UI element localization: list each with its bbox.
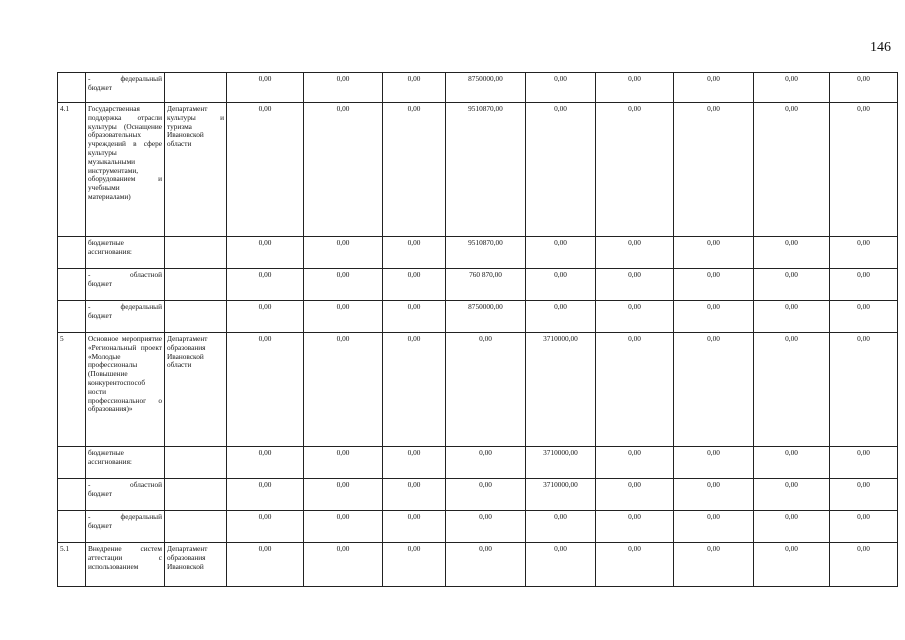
row-index: 5: [58, 333, 86, 447]
amount-cell: 0,00: [227, 103, 304, 237]
row-name-dash: -: [88, 302, 91, 311]
amount-cell: 0,00: [446, 511, 526, 543]
row-name-budget-word: бюджет: [88, 488, 112, 498]
amount-cell: 0,00: [754, 73, 830, 103]
row-executor: [165, 237, 227, 269]
amount-cell: 0,00: [304, 333, 383, 447]
amount-cell: 0,00: [754, 511, 830, 543]
amount-cell: 0,00: [383, 301, 446, 333]
amount-cell: 0,00: [674, 269, 754, 301]
amount-cell: 0,00: [674, 511, 754, 543]
amount-cell: 3710000,00: [526, 333, 596, 447]
table-row: [58, 103, 898, 237]
amount-cell: 0,00: [830, 73, 898, 103]
amount-cell: 0,00: [304, 511, 383, 543]
amount-cell: 0,00: [596, 479, 674, 511]
amount-cell: 0,00: [526, 511, 596, 543]
amount-cell: 0,00: [227, 543, 304, 587]
amount-cell: 0,00: [227, 73, 304, 103]
amount-cell: 0,00: [304, 301, 383, 333]
row-name-dash: -: [88, 512, 91, 521]
amount-cell: 0,00: [754, 447, 830, 479]
table-row: [58, 269, 898, 301]
row-executor: Департамент культуры и туризма Ивановской области: [165, 103, 227, 237]
budget-table: [57, 72, 898, 587]
row-name: бюджетные ассигнования:: [86, 237, 165, 269]
amount-cell: 760 870,00: [446, 269, 526, 301]
amount-cell: 0,00: [596, 301, 674, 333]
amount-cell: 0,00: [596, 447, 674, 479]
amount-cell: 0,00: [446, 333, 526, 447]
row-executor: Департамент образования Ивановской области: [165, 333, 227, 447]
amount-cell: 0,00: [526, 73, 596, 103]
row-index: [58, 479, 86, 511]
row-index: [58, 73, 86, 103]
row-executor: [165, 73, 227, 103]
amount-cell: 0,00: [754, 103, 830, 237]
row-name-dash: -: [88, 270, 91, 279]
amount-cell: 0,00: [227, 333, 304, 447]
amount-cell: 0,00: [674, 479, 754, 511]
amount-cell: 0,00: [304, 103, 383, 237]
row-index: [58, 511, 86, 543]
amount-cell: 0,00: [830, 511, 898, 543]
amount-cell: 0,00: [596, 269, 674, 301]
row-name: Внедрение систем аттестации с использованием: [86, 543, 165, 587]
amount-cell: 0,00: [383, 511, 446, 543]
row-name-dash: -: [88, 480, 91, 489]
row-name: [86, 73, 165, 103]
amount-cell: 0,00: [304, 543, 383, 587]
table-row: [58, 543, 898, 587]
table-body: [58, 73, 898, 587]
amount-cell: 0,00: [754, 543, 830, 587]
page-number: 146: [870, 40, 891, 55]
amount-cell: 0,00: [304, 73, 383, 103]
amount-cell: 0,00: [830, 543, 898, 587]
amount-cell: 0,00: [674, 447, 754, 479]
amount-cell: 0,00: [526, 301, 596, 333]
row-executor: Департамент образования Ивановской: [165, 543, 227, 587]
amount-cell: 0,00: [526, 543, 596, 587]
row-index: 5.1: [58, 543, 86, 587]
amount-cell: 0,00: [674, 333, 754, 447]
amount-cell: 0,00: [596, 103, 674, 237]
amount-cell: 0,00: [830, 237, 898, 269]
amount-cell: 0,00: [227, 447, 304, 479]
amount-cell: 0,00: [383, 333, 446, 447]
amount-cell: 0,00: [383, 269, 446, 301]
amount-cell: 0,00: [830, 333, 898, 447]
row-name-budget-word: бюджет: [88, 520, 112, 530]
row-index: [58, 447, 86, 479]
amount-cell: 0,00: [304, 479, 383, 511]
table-row: [58, 301, 898, 333]
amount-cell: 0,00: [754, 479, 830, 511]
table-row: [58, 333, 898, 447]
amount-cell: 0,00: [227, 269, 304, 301]
table-row: [58, 237, 898, 269]
amount-cell: 0,00: [446, 447, 526, 479]
row-name-budget-word: бюджет: [88, 82, 112, 92]
row-name-budget-word: бюджет: [88, 278, 112, 288]
amount-cell: 9510870,00: [446, 237, 526, 269]
row-name: бюджетные ассигнования:: [86, 447, 165, 479]
table-row: [58, 479, 898, 511]
amount-cell: 0,00: [304, 269, 383, 301]
amount-cell: 8750000,00: [446, 301, 526, 333]
amount-cell: 0,00: [674, 301, 754, 333]
amount-cell: 0,00: [526, 237, 596, 269]
amount-cell: 0,00: [227, 301, 304, 333]
amount-cell: 3710000,00: [526, 447, 596, 479]
amount-cell: 0,00: [596, 543, 674, 587]
amount-cell: 0,00: [596, 333, 674, 447]
amount-cell: 0,00: [830, 479, 898, 511]
amount-cell: 0,00: [830, 301, 898, 333]
row-executor: [165, 511, 227, 543]
row-name-budget-type: федеральный: [120, 302, 162, 311]
amount-cell: 0,00: [227, 237, 304, 269]
amount-cell: 0,00: [446, 543, 526, 587]
amount-cell: 0,00: [674, 543, 754, 587]
row-executor: [165, 269, 227, 301]
amount-cell: 0,00: [596, 511, 674, 543]
amount-cell: 0,00: [383, 237, 446, 269]
amount-cell: 0,00: [526, 269, 596, 301]
amount-cell: 0,00: [227, 479, 304, 511]
row-executor: [165, 301, 227, 333]
amount-cell: 0,00: [830, 269, 898, 301]
row-executor: [165, 447, 227, 479]
amount-cell: 3710000,00: [526, 479, 596, 511]
amount-cell: 0,00: [754, 237, 830, 269]
amount-cell: 8750000,00: [446, 73, 526, 103]
row-index: [58, 269, 86, 301]
row-name-budget-type: областной: [130, 270, 162, 279]
amount-cell: 0,00: [304, 447, 383, 479]
row-name-budget-type: федеральный: [120, 74, 162, 83]
amount-cell: 0,00: [383, 479, 446, 511]
row-name: [86, 301, 165, 333]
amount-cell: 0,00: [830, 103, 898, 237]
row-name-budget-word: бюджет: [88, 310, 112, 320]
amount-cell: 0,00: [446, 479, 526, 511]
amount-cell: 0,00: [674, 237, 754, 269]
table-row: [58, 511, 898, 543]
row-name: [86, 269, 165, 301]
amount-cell: 0,00: [304, 237, 383, 269]
amount-cell: 9510870,00: [446, 103, 526, 237]
row-index: 4.1: [58, 103, 86, 237]
amount-cell: 0,00: [754, 333, 830, 447]
row-index: [58, 301, 86, 333]
row-index: [58, 237, 86, 269]
row-name: Государственная поддержка отрасли культуры (Оснащение образовательных учреждений в сфере культуры музыкальными инструментами, оборудованием и учебными материалами): [86, 103, 165, 237]
amount-cell: 0,00: [674, 73, 754, 103]
row-name: [86, 479, 165, 511]
amount-cell: 0,00: [383, 73, 446, 103]
row-name-dash: -: [88, 74, 91, 83]
amount-cell: 0,00: [227, 511, 304, 543]
amount-cell: 0,00: [526, 103, 596, 237]
row-name-budget-type: федеральный: [120, 512, 162, 521]
amount-cell: 0,00: [830, 447, 898, 479]
table-row: [58, 73, 898, 103]
amount-cell: 0,00: [754, 301, 830, 333]
row-name-budget-type: областной: [130, 480, 162, 489]
amount-cell: 0,00: [596, 73, 674, 103]
amount-cell: 0,00: [383, 543, 446, 587]
amount-cell: 0,00: [596, 237, 674, 269]
row-name: Основное мероприятие «Региональный проект «Молодые профессионалы (Повышение конкурентоспособ ности профессиональног о образования)»: [86, 333, 165, 447]
table-row: [58, 447, 898, 479]
row-executor: [165, 479, 227, 511]
amount-cell: 0,00: [674, 103, 754, 237]
amount-cell: 0,00: [754, 269, 830, 301]
amount-cell: 0,00: [383, 447, 446, 479]
amount-cell: 0,00: [383, 103, 446, 237]
row-name: [86, 511, 165, 543]
